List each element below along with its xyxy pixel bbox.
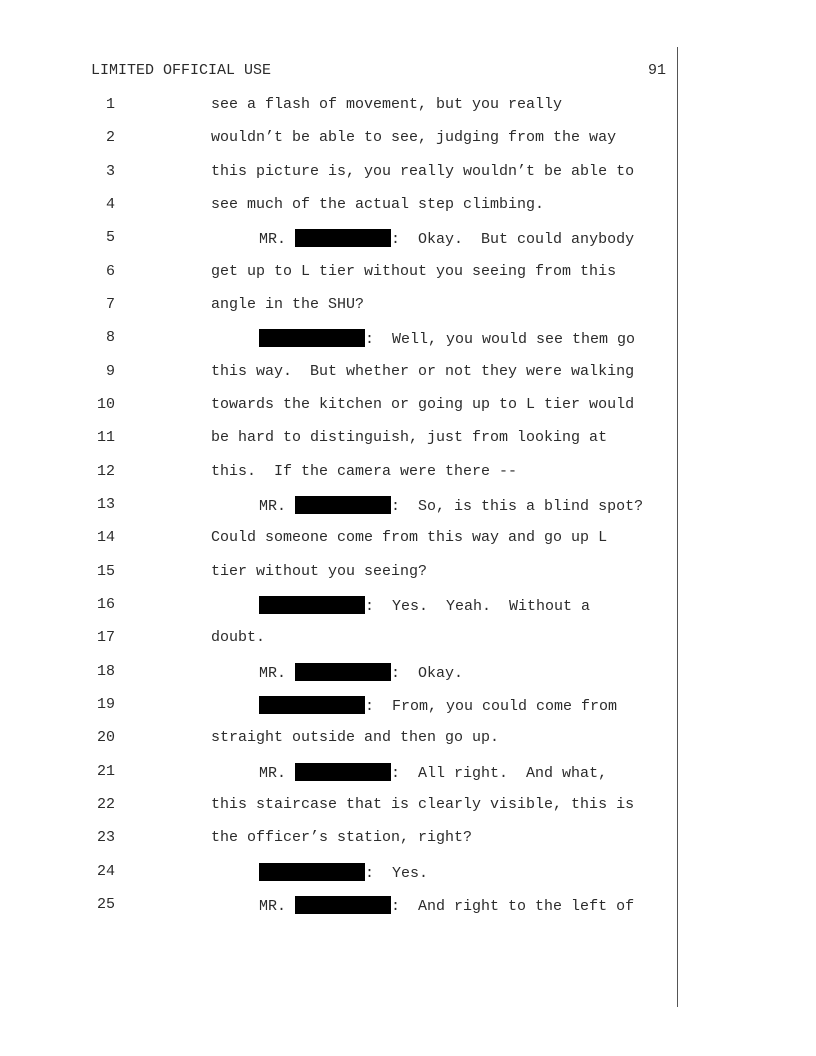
line-number: 2	[105, 129, 115, 146]
line-number: 9	[105, 363, 115, 380]
line-number: 8	[105, 329, 115, 346]
line-number: 12	[96, 463, 115, 480]
speaker-title: MR.	[259, 665, 287, 682]
line-number: 19	[96, 696, 115, 713]
line-number: 6	[105, 263, 115, 280]
transcript-line	[0, 863, 816, 883]
transcript-line	[0, 329, 816, 349]
transcript-line	[0, 396, 816, 416]
line-text: Could someone come from this way and go up L	[211, 529, 608, 546]
line-number: 24	[96, 863, 115, 880]
line-number: 21	[96, 763, 115, 780]
line-number: 14	[96, 529, 115, 546]
transcript-line	[0, 763, 816, 783]
transcript-line	[0, 163, 816, 183]
line-text: wouldn’t be able to see, judging from the way	[211, 129, 617, 146]
line-number: 4	[105, 196, 115, 213]
redaction-box	[295, 896, 391, 914]
transcript-line	[0, 663, 816, 683]
line-number: 5	[105, 229, 115, 246]
transcript-line	[0, 696, 816, 716]
line-text: see much of the actual step climbing.	[211, 196, 545, 213]
line-number: 18	[96, 663, 115, 680]
transcript-line	[0, 829, 816, 849]
redaction-box	[259, 696, 365, 714]
speaker-title: MR.	[259, 231, 287, 248]
line-text: towards the kitchen or going up to L tier would	[211, 396, 635, 413]
line-number: 11	[96, 429, 115, 446]
line-number: 25	[96, 896, 115, 913]
line-text: : Well, you would see them go	[365, 331, 636, 348]
transcript-line	[0, 263, 816, 283]
transcript-line	[0, 596, 816, 616]
line-text: : And right to the left of	[391, 898, 635, 915]
line-text: doubt.	[211, 629, 266, 646]
transcript-line	[0, 296, 816, 316]
redaction-box	[259, 596, 365, 614]
line-text: : So, is this a blind spot?	[391, 498, 644, 515]
transcript-line	[0, 529, 816, 549]
line-number: 16	[96, 596, 115, 613]
speaker-title: MR.	[259, 498, 287, 515]
line-text: get up to L tier without you seeing from this	[211, 263, 617, 280]
transcript-line	[0, 196, 816, 216]
speaker-line	[259, 763, 607, 782]
speaker-line	[259, 896, 634, 915]
transcript-line	[0, 96, 816, 116]
line-text: straight outside and then go up.	[211, 729, 500, 746]
speaker-line	[259, 696, 617, 715]
redaction-box	[295, 229, 391, 247]
transcript-line	[0, 129, 816, 149]
line-number: 13	[96, 496, 115, 513]
speaker-line	[259, 329, 635, 348]
speaker-line	[259, 229, 634, 248]
line-text: see a flash of movement, but you really	[211, 96, 563, 113]
speaker-line	[259, 663, 463, 682]
line-text: : From, you could come from	[365, 698, 618, 715]
line-number: 7	[105, 296, 115, 313]
classification-header: LIMITED OFFICIAL USE	[91, 62, 272, 79]
line-number: 10	[96, 396, 115, 413]
line-text: this picture is, you really wouldn’t be able to	[211, 163, 635, 180]
transcript-line	[0, 496, 816, 516]
line-text: tier without you seeing?	[211, 563, 428, 580]
redaction-box	[259, 329, 365, 347]
line-text: this staircase that is clearly visible, this is	[211, 796, 635, 813]
line-text: this. If the camera were there --	[211, 463, 518, 480]
redaction-box	[259, 863, 365, 881]
transcript-line	[0, 796, 816, 816]
speaker-line	[259, 863, 428, 882]
line-text: angle in the SHU?	[211, 296, 365, 313]
line-text: : Okay.	[391, 665, 464, 682]
page-number: 91	[647, 62, 666, 79]
line-number: 23	[96, 829, 115, 846]
speaker-title: MR.	[259, 898, 287, 915]
line-number: 15	[96, 563, 115, 580]
transcript-line	[0, 429, 816, 449]
speaker-line	[259, 496, 643, 515]
redaction-box	[295, 663, 391, 681]
redaction-box	[295, 496, 391, 514]
redaction-box	[295, 763, 391, 781]
line-text: the officer’s station, right?	[211, 829, 473, 846]
speaker-line	[259, 596, 590, 615]
transcript-line	[0, 729, 816, 749]
transcript-line	[0, 229, 816, 249]
transcript-line	[0, 629, 816, 649]
line-text: : Yes.	[365, 865, 429, 882]
transcript-line	[0, 463, 816, 483]
line-text: be hard to distinguish, just from looking at	[211, 429, 608, 446]
line-number: 22	[96, 796, 115, 813]
line-number: 17	[96, 629, 115, 646]
line-text: : All right. And what,	[391, 765, 608, 782]
line-number: 1	[105, 96, 115, 113]
line-text: : Yes. Yeah. Without a	[365, 598, 591, 615]
transcript-line	[0, 563, 816, 583]
line-number: 3	[105, 163, 115, 180]
transcript-line	[0, 363, 816, 383]
speaker-title: MR.	[259, 765, 287, 782]
transcript-line	[0, 896, 816, 916]
line-text: : Okay. But could anybody	[391, 231, 635, 248]
line-text: this way. But whether or not they were walking	[211, 363, 635, 380]
line-number: 20	[96, 729, 115, 746]
